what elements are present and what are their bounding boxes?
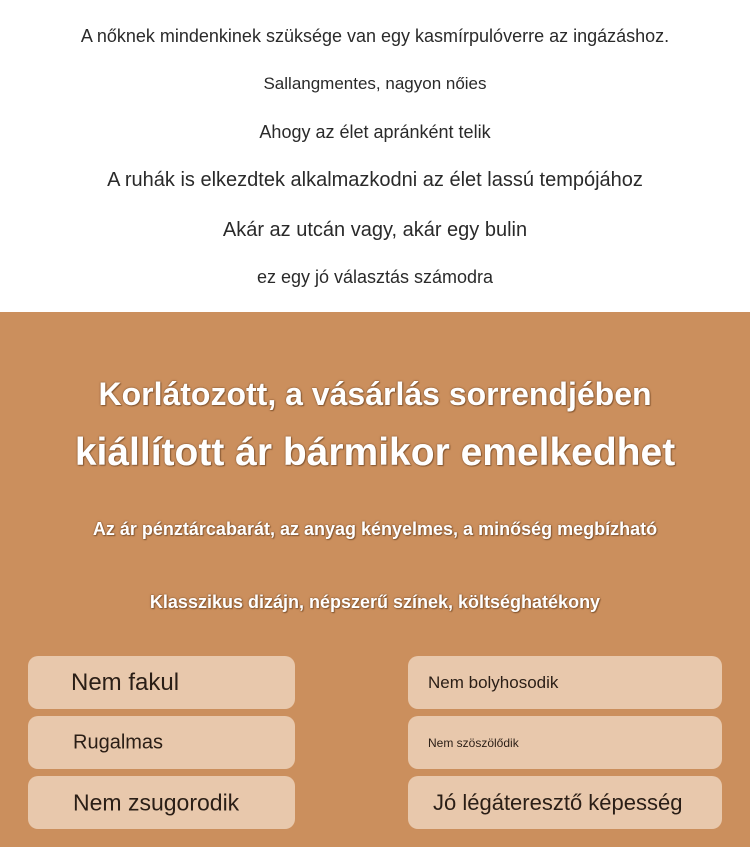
feature-label: Nem zsugorodik <box>73 789 240 815</box>
feature-badge-breathable <box>408 776 722 829</box>
intro-line: A nőknek mindenkinek szüksége van egy kasmírpulóverre az ingázáshoz. <box>80 26 670 46</box>
promo-headline-line1: Korlátozott, a vásárlás sorrendjében <box>98 376 652 412</box>
intro-section <box>0 0 750 312</box>
intro-line: Akár az utcán vagy, akár egy bulin <box>222 219 528 241</box>
intro-line: ez egy jó választás számodra <box>256 267 494 287</box>
intro-line: Sallangmentes, nagyon nőies <box>263 74 487 93</box>
intro-line: Ahogy az élet apránként telik <box>259 122 491 142</box>
feature-badge-no-lint <box>408 716 722 769</box>
feature-badge-no-pilling <box>408 656 722 709</box>
feature-label: Nem fakul <box>71 668 180 696</box>
intro-line: A ruhák is elkezdtek alkalmazkodni az élet lassú tempójához <box>107 169 643 191</box>
feature-label: Nem bolyhosodik <box>428 672 559 692</box>
promo-subline: Klasszikus dizájn, népszerű színek, költséghatékony <box>149 592 601 612</box>
feature-label: Nem szöszölődik <box>428 735 519 750</box>
feature-label: Rugalmas <box>73 731 164 753</box>
promo-subline: Az ár pénztárcabarát, az anyag kényelmes, a minőség megbízható <box>92 519 658 539</box>
feature-label: Jó légáteresztő képesség <box>433 789 683 815</box>
feature-badge-no-shrink <box>28 776 295 829</box>
feature-badge-no-fading <box>28 656 295 709</box>
feature-badge-elastic <box>28 716 295 769</box>
promo-headline-line2: kiállított ár bármikor emelkedhet <box>74 431 676 474</box>
promo-section <box>0 312 750 847</box>
